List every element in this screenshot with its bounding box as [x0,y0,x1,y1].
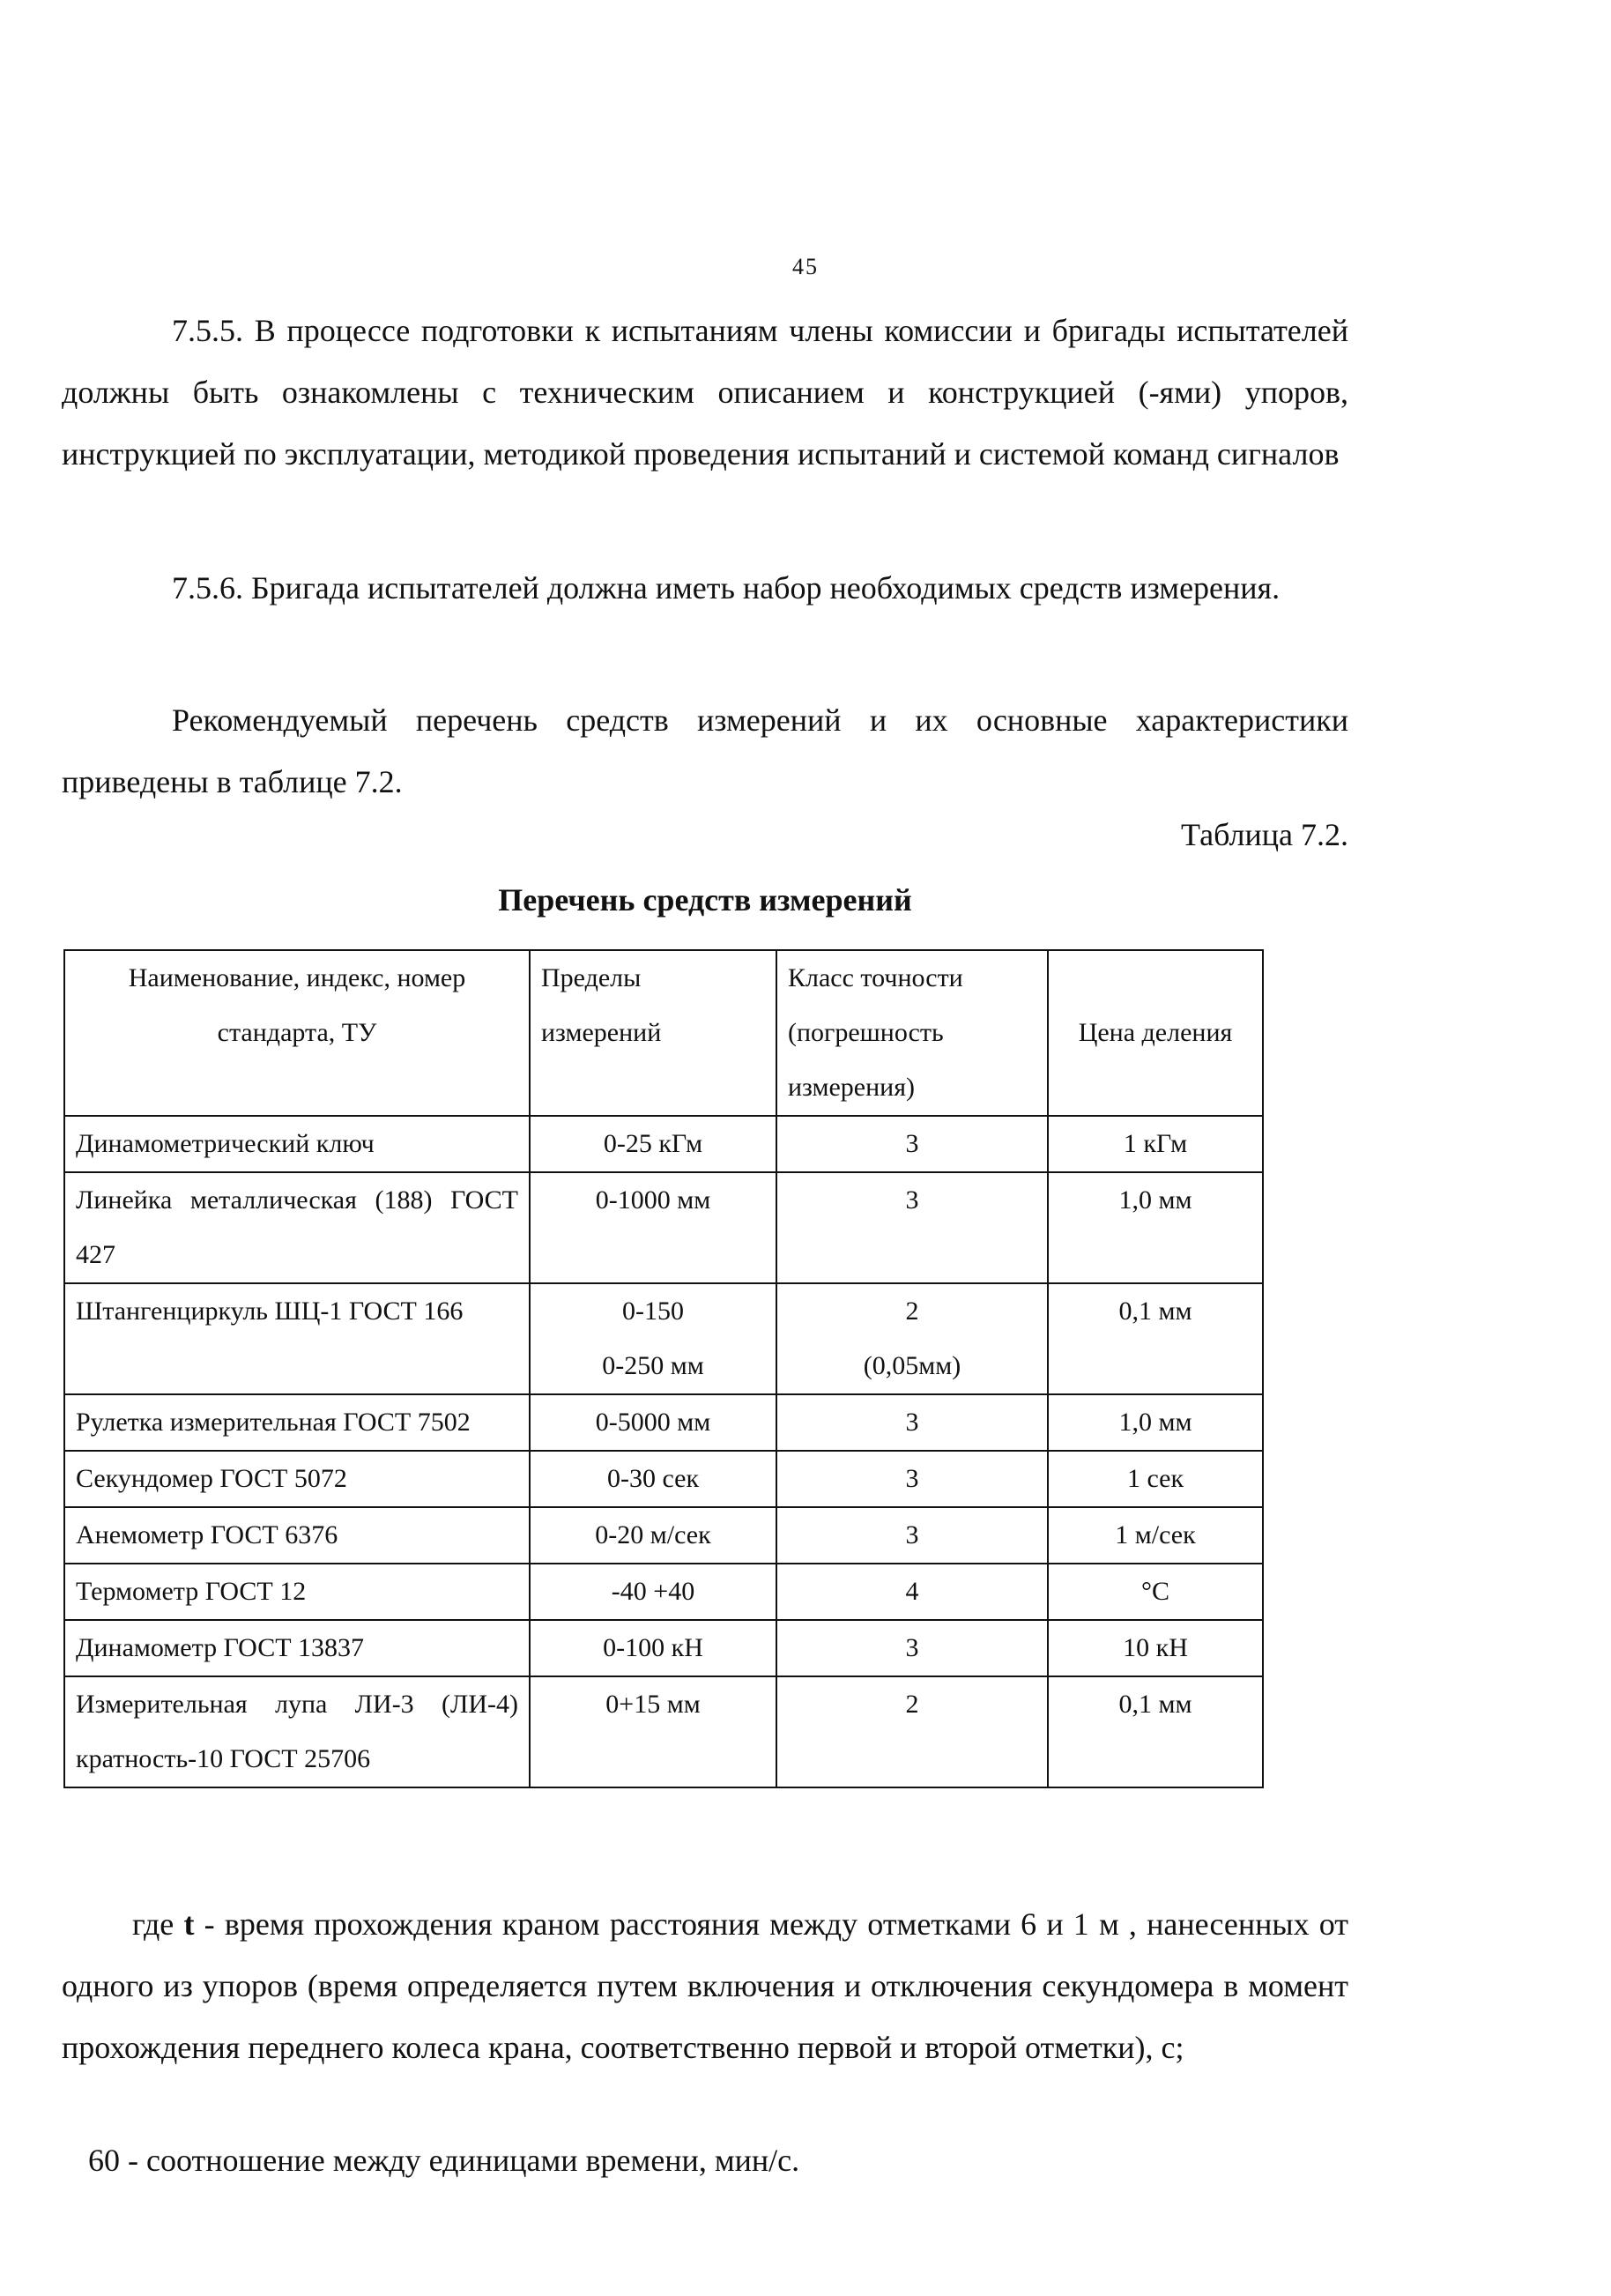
table-row [64,1564,1263,1620]
header-limits: Пределы измерений [530,950,776,1116]
table-row [64,1507,1263,1564]
table-caption: Таблица 7.2. [1181,817,1348,852]
cell-division: 10 кН [1048,1620,1263,1676]
cell-name: Динамометрический ключ [64,1116,530,1172]
cell-accuracy: 3 [776,1116,1048,1172]
cell-limits: 0-5000 мм [530,1394,776,1451]
cell-limits-line1: 0-150 [622,1297,684,1326]
cell-division: 1 сек [1048,1451,1263,1507]
cell-accuracy: 3 [776,1394,1048,1451]
page-number: 45 [792,254,819,279]
cell-limits: 0-20 м/сек [530,1507,776,1564]
cell-limits: 0-25 кГм [530,1116,776,1172]
paragraph-recommended: Рекомендуемый перечень средств измерений и их основные характеристики приведены в таблице 7.2. [62,702,1348,799]
header-name: Наименование, индекс, номер стандарта, ТУ [64,950,530,1116]
cell-name: Измерительная лупа ЛИ-3 (ЛИ-4) кратность-10 ГОСТ 25706 [64,1676,530,1787]
cell-limits: 0+15 мм [530,1676,776,1787]
cell-accuracy-line1: 2 [905,1297,919,1326]
table-row [64,1620,1263,1676]
paragraph-7-5-5: 7.5.5. В процессе подготовки к испытаниям члены комиссии и бригады испытателей должны быть ознакомлены с техническим описанием и конструкцией (-ями) упоров, инструкцией по эксплуатации, методикой проведения испытаний и системой команд сигналов [62,313,1348,472]
table-row [64,1676,1263,1787]
cell-division: °С [1048,1564,1263,1620]
cell-limits: -40 +40 [530,1564,776,1620]
cell-name: Анемометр ГОСТ 6376 [64,1507,530,1564]
cell-name: Штангенциркуль ШЦ-1 ГОСТ 166 [64,1283,530,1394]
cell-name: Рулетка измерительная ГОСТ 7502 [64,1394,530,1451]
cell-accuracy [776,1283,1048,1394]
where-text: - время прохождения краном расстояния между отметками 6 и 1 м , нанесенных от одного из упоров (время определяется путем включения и отключения секундомера в момент прохождения переднего колеса крана, соответственно первой и второй отметки), с; [62,1906,1349,2065]
cell-limits-line2: 0-250 мм [602,1351,704,1380]
where-symbol: t [183,1906,195,1942]
header-accuracy: Класс точности (погрешность измерения) [776,950,1048,1116]
cell-division: 1 кГм [1048,1116,1263,1172]
where-paragraph [62,1893,1348,2078]
cell-limits [530,1283,776,1394]
cell-name: Динамометр ГОСТ 13837 [64,1620,530,1676]
cell-division: 1,0 мм [1048,1394,1263,1451]
cell-accuracy: 2 [776,1676,1048,1787]
table-row [64,1116,1263,1172]
cell-name: Секундомер ГОСТ 5072 [64,1451,530,1507]
cell-accuracy: 3 [776,1451,1048,1507]
paragraph-7-5-6: 7.5.6. Бригада испытателей должна иметь набор необходимых средств измерения. [172,570,1281,606]
cell-division: 1,0 мм [1048,1172,1263,1283]
cell-limits: 0-30 сек [530,1451,776,1507]
cell-accuracy: 3 [776,1507,1048,1564]
cell-limits: 0-100 кН [530,1620,776,1676]
where-prefix: где [132,1906,174,1942]
cell-name: Термометр ГОСТ 12 [64,1564,530,1620]
cell-division: 0,1 мм [1048,1283,1263,1394]
table-row [64,1394,1263,1451]
cell-division: 0,1 мм [1048,1676,1263,1787]
table-row [64,1283,1263,1394]
cell-accuracy: 3 [776,1172,1048,1283]
cell-accuracy: 4 [776,1564,1048,1620]
table-row [64,1172,1263,1283]
cell-accuracy-line2: (0,05мм) [863,1351,961,1380]
sixty-line: 60 - соотношение между единицами времени, мин/с. [88,2143,800,2178]
cell-accuracy: 3 [776,1620,1048,1676]
table-title: Перечень средств измерений [498,882,912,918]
cell-name: Линейка металлическая (188) ГОСТ 427 [64,1172,530,1283]
cell-division: 1 м/сек [1048,1507,1263,1564]
header-division: Цена деления [1048,950,1263,1116]
table-header-row [64,950,1263,1116]
cell-limits: 0-1000 мм [530,1172,776,1283]
measurement-table [63,949,1264,1788]
table-row [64,1451,1263,1507]
